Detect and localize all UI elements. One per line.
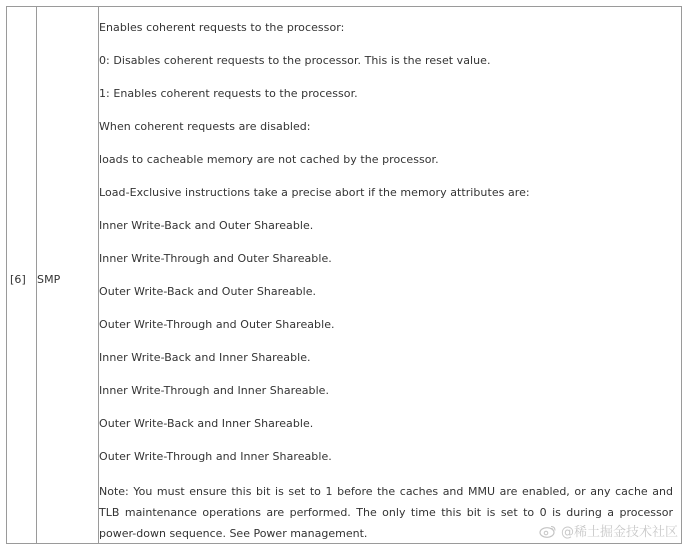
field-name: SMP (37, 273, 61, 286)
bit-number: [6] (10, 273, 26, 286)
description-line: Inner Write-Through and Outer Shareable. (99, 252, 332, 265)
description-line: Outer Write-Through and Outer Shareable. (99, 318, 335, 331)
description-line: Load-Exclusive instructions take a precise abort if the memory attributes are: (99, 186, 530, 199)
description-line: Inner Write-Through and Inner Shareable. (99, 384, 330, 397)
description-line: Outer Write-Through and Inner Shareable. (99, 450, 332, 463)
description-line: Inner Write-Back and Outer Shareable. (99, 219, 314, 232)
description-line: Enables coherent requests to the processor: (99, 21, 345, 34)
watermark (539, 521, 678, 540)
description-note: Note: You must ensure this bit is set to 1 before the caches and MMU are enabled, or any cache and TLB maintenance operations are performed. The only time this bit is set to 0 is during a processor power-down sequence. See Power management. (99, 485, 673, 540)
description-column (99, 7, 681, 543)
field-name-column (36, 7, 99, 543)
description-line: 0: Disables coherent requests to the processor. This is the reset value. (99, 54, 491, 67)
description-line: Inner Write-Back and Inner Shareable. (99, 351, 311, 364)
description-line: When coherent requests are disabled: (99, 120, 311, 133)
weibo-icon (539, 524, 557, 538)
watermark-text: @稀土掘金技术社区 (560, 525, 678, 540)
bit-column (7, 7, 37, 543)
description-line: Outer Write-Back and Outer Shareable. (99, 285, 317, 298)
description-line: Outer Write-Back and Inner Shareable. (99, 417, 314, 430)
description-line: 1: Enables coherent requests to the processor. (99, 87, 358, 100)
description-line: loads to cacheable memory are not cached by the processor. (99, 153, 439, 166)
register-field-table (6, 6, 682, 544)
